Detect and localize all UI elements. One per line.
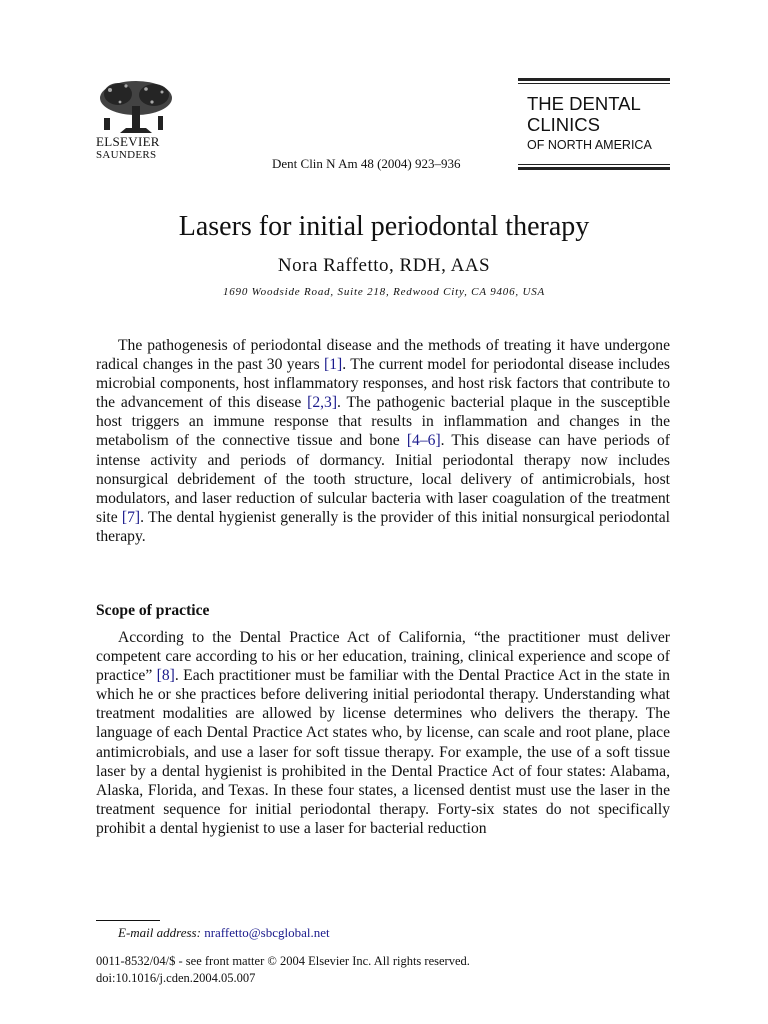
reference-link[interactable]: [1] [324,356,343,374]
journal-bottom-rule [518,167,670,170]
doi-line: doi:10.1016/j.cden.2004.05.007 [96,971,256,985]
email-label: E-mail address: [118,925,201,940]
text-segment: . The pathogenic bacterial plaque in the susceptible host triggers an immune response that results in inflammation and changes in the metabolism of the connective tissue and bone [96,394,670,450]
author-affiliation: 1690 Woodside Road, Suite 218, Redwood City, CA 9406, USA [222,286,546,298]
journal-name-block [518,78,670,174]
intro-paragraph [96,336,670,546]
article-title: Lasers for initial periodontal therapy [178,211,590,242]
publisher-name: ELSEVIER [96,134,160,149]
copyright-line: 0011-8532/04/$ - see front matter © 2004 Elsevier Inc. All rights reserved. [96,954,470,968]
journal-top-rule [518,78,670,81]
text-segment: The pathogenesis of periodontal disease and the methods of treating it have undergone radical changes in the past 30 years [96,337,670,374]
author-name: Nora Raffetto, RDH, AAS [277,255,491,276]
journal-title-line-1: THE DENTAL [527,93,641,114]
journal-citation: Dent Clin N Am 48 (2004) 923–936 [272,156,461,171]
scope-paragraph [96,628,670,838]
reference-link[interactable]: [8] [156,667,175,685]
text-segment: . The current model for periodontal disease includes microbial components, host inflammatory responses, and host risk factors that contribute to the advancement of this disease [96,356,670,412]
email-link[interactable]: nraffetto@sbcglobal.net [204,925,330,940]
journal-bottom-rule-thin [518,164,670,165]
journal-title-line-3: OF NORTH AMERICA [527,138,652,152]
reference-link[interactable]: [2,3] [307,394,338,412]
section-heading: Scope of practice [96,602,210,619]
footnote-divider [96,920,160,921]
journal-top-rule-thin [518,83,670,84]
journal-title-line-2: CLINICS [527,114,600,135]
text-segment: . The dental hygienist generally is the provider of this initial nonsurgical periodontal therapy. [96,508,670,545]
publisher-logo [96,80,176,162]
publisher-imprint: SAUNDERS [96,149,157,161]
reference-link[interactable]: [4–6] [406,432,441,450]
elsevier-tree-logo [96,80,176,134]
text-segment: According to the Dental Practice Act of California, “the practitioner must deliver competent care according to his or her education, training, clinical experience and scope of practice” [96,629,670,685]
text-segment: . Each practitioner must be familiar with the Dental Practice Act in the state in which he or she practices before delivering initial periodontal therapy. Understanding what treatment modalities are allowed by license determines who delivers the therapy. The language of each Dental Practice Act states who, by license, can scale and root plane, place antimicrobials, and use a laser for soft tissue therapy. For example, the use of a soft tissue laser by a dental hygienist is prohibited in the Dental Practice Act of four states: Alabama, Alaska, Florida, and Texas. In these four states, a licensed dentist must use the laser in the treatment sequence for initial periodontal therapy. Forty-six states do not specifically prohibit a dental hygienist to use a laser for bacterial reduction [96,667,670,837]
footnote [118,925,330,941]
reference-link[interactable]: [7] [121,508,141,526]
text-segment: . This disease can have periods of intense activity and periods of dormancy. Initial periodontal therapy now includes nonsurgical debridement of the tooth structure, local delivery of antimicrobials, host modulators, and laser reduction of sulcular bacteria with laser coagulation of the treatment site [96,432,670,526]
